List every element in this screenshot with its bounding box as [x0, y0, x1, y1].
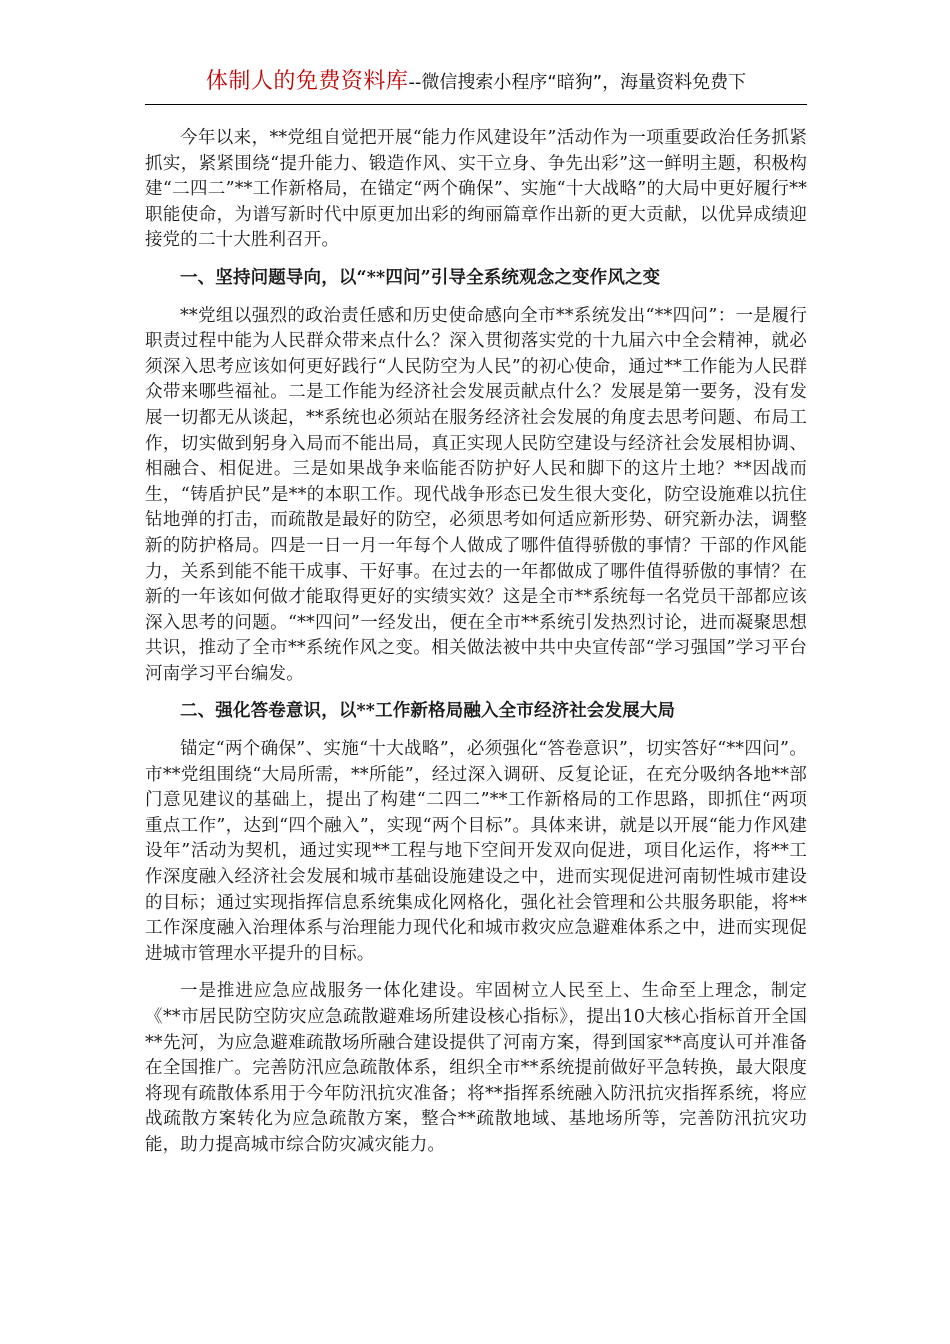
header-brand: 体制人的免费资料库	[205, 69, 409, 94]
section-2-heading: 二、强化答卷意识，以**工作新格局融入全市经济社会发展大局	[180, 701, 676, 722]
section-1-heading: 一、坚持问题导向，以“**四问”引导全系统观念之变作风之变	[180, 267, 661, 288]
section-2-paragraph: 锚定“两个确保”、实施“十大战略”，必须强化“答卷意识”，切实答好“**四问”。市**党组围绕“大局所需，**所能”，经过深入调研、反复论证，在充分吸纳各地**部门意见建议的基础上，提出了构建“二四二”**工作新格局的工作思路，即抓住“两项重点工作”，达到“四个融入”，实现“两个目标”。具体来讲，就是以开展“能力作风建设年”活动为契机，通过实现**工程与地下空间开发双向促进，项目化运作，将**工作深度融入经济社会发展和城市基础设施建设之中，进而实现促进河南韧性城市建设的目标；通过实现指挥信息系统集成化网格化，强化社会管理和公共服务职能，将**工作深度融入治理体系与治理能力现代化和城市救灾应急避难体系之中，进而实现促进城市管理水平提升的目标。	[145, 739, 807, 964]
intro-paragraph: 今年以来，**党组自觉把开展“能力作风建设年”活动作为一项重要政治任务抓紧抓实，紧紧围绕“提升能力、锻造作风、实干立身、争先出彩”这一鲜明主题，积极构建“二四二”**工作新格局，在锚定“两个确保”、实施“十大战略”的大局中更好履行**职能使命，为谱写新时代中原更加出彩的绚丽篇章作出新的更大贡献，以优异成绩迎接党的二十大胜利召开。	[145, 128, 807, 251]
section-2-item-1-paragraph: 一是推进应急应战服务一体化建设。牢固树立人民至上、生命至上理念，制定《**市居民防空防灾应急疏散避难场所建设核心指标》，提出10大核心指标首开全国**先河，为应急避难疏散场所融合建设提供了河南方案，得到国家**高度认可并准备在全国推广。完善防汛应急疏散体系，组织全市**系统提前做好平急转换，最大限度将现有疏散体系用于今年防汛抗灾准备；将**指挥系统融入防汛抗灾指挥系统，将应战疏散方案转化为应急疏散方案，整合**疏散地域、基地场所等，完善防汛抗灾功能，助力提高城市综合防灾减灾能力。	[145, 981, 807, 1155]
section-1-paragraph: **党组以强烈的政治责任感和历史使命感向全市**系统发出“**四问”：一是履行职责过程中能为人民群众带来点什么？深入贯彻落实党的十九届六中全会精神，就必须深入思考应该如何更好践行“人民防空为人民”的初心使命，通过**工作能为人民群众带来哪些福祉。二是工作能为经济社会发展贡献点什么？发展是第一要务，没有发展一切都无从谈起，**系统也必须站在服务经济社会发展的角度去思考问题、布局工作，切实做到躬身入局而不能出局，真正实现人民防空建设与经济社会发展相协调、相融合、相促进。三是如果战争来临能否防护好人民和脚下的这片土地？**因战而生，“铸盾护民”是**的本职工作。现代战争形态已发生很大变化，防空设施难以抗住钻地弹的打击，而疏散是最好的防空，必须思考如何适应新形势、研究新办法，调整新的防护格局。四是一日一月一年每个人做成了哪件值得骄傲的事情？干部的作风能力，关系到能不能干成事、干好事。在过去的一年都做成了哪件值得骄傲的事情？在新的一年该如何做才能取得更好的实绩实效？这是全市**系统每一名党员干部都应该深入思考的问题。“**四问”一经发出，便在全市**系统引发热烈讨论，进而凝聚思想共识，推动了全市**系统作风之变。相关做法被中共中央宣传部“学习强国”学习平台河南学习平台编发。	[145, 305, 807, 684]
header-tagline: --微信搜索小程序“暗狗”，海量资料免费下	[408, 72, 747, 93]
document-body	[145, 126, 807, 1159]
page-header	[145, 64, 807, 105]
